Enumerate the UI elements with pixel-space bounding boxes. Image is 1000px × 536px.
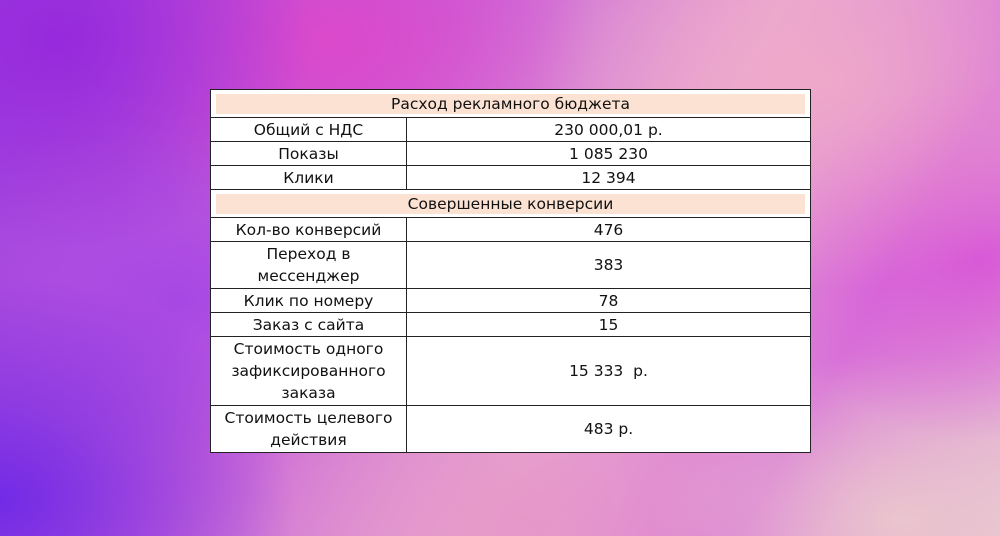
table-row: [211, 289, 811, 313]
report-table: [210, 89, 811, 453]
section-title: Совершенные конверсии: [216, 194, 805, 214]
row-value: 12 394: [407, 166, 811, 190]
table-row: [211, 406, 811, 453]
section-header-conversions: [211, 190, 811, 218]
row-value: 1 085 230: [407, 142, 811, 166]
row-value: 483 р.: [407, 406, 811, 453]
section-header-budget: [211, 90, 811, 118]
row-label: Общий с НДС: [211, 118, 407, 142]
row-label: Клики: [211, 166, 407, 190]
row-label: Стоимость одного зафиксированного заказа: [211, 337, 407, 406]
table-row: [211, 242, 811, 289]
row-value: 476: [407, 218, 811, 242]
row-value: 15 333 р.: [407, 337, 811, 406]
table-row: [211, 313, 811, 337]
row-label: Стоимость целевого действия: [211, 406, 407, 453]
table-row: [211, 142, 811, 166]
table-row: [211, 166, 811, 190]
row-label: Клик по номеру: [211, 289, 407, 313]
ad-budget-table: [210, 89, 810, 453]
section-title: Расход рекламного бюджета: [216, 94, 805, 114]
table-row: [211, 118, 811, 142]
row-label: Заказ с сайта: [211, 313, 407, 337]
table-row: [211, 218, 811, 242]
row-value: 15: [407, 313, 811, 337]
row-value: 230 000,01 р.: [407, 118, 811, 142]
row-value: 383: [407, 242, 811, 289]
row-label: Кол-во конверсий: [211, 218, 407, 242]
row-label: Переход в мессенджер: [211, 242, 407, 289]
row-label: Показы: [211, 142, 407, 166]
row-value: 78: [407, 289, 811, 313]
table-row: [211, 337, 811, 406]
